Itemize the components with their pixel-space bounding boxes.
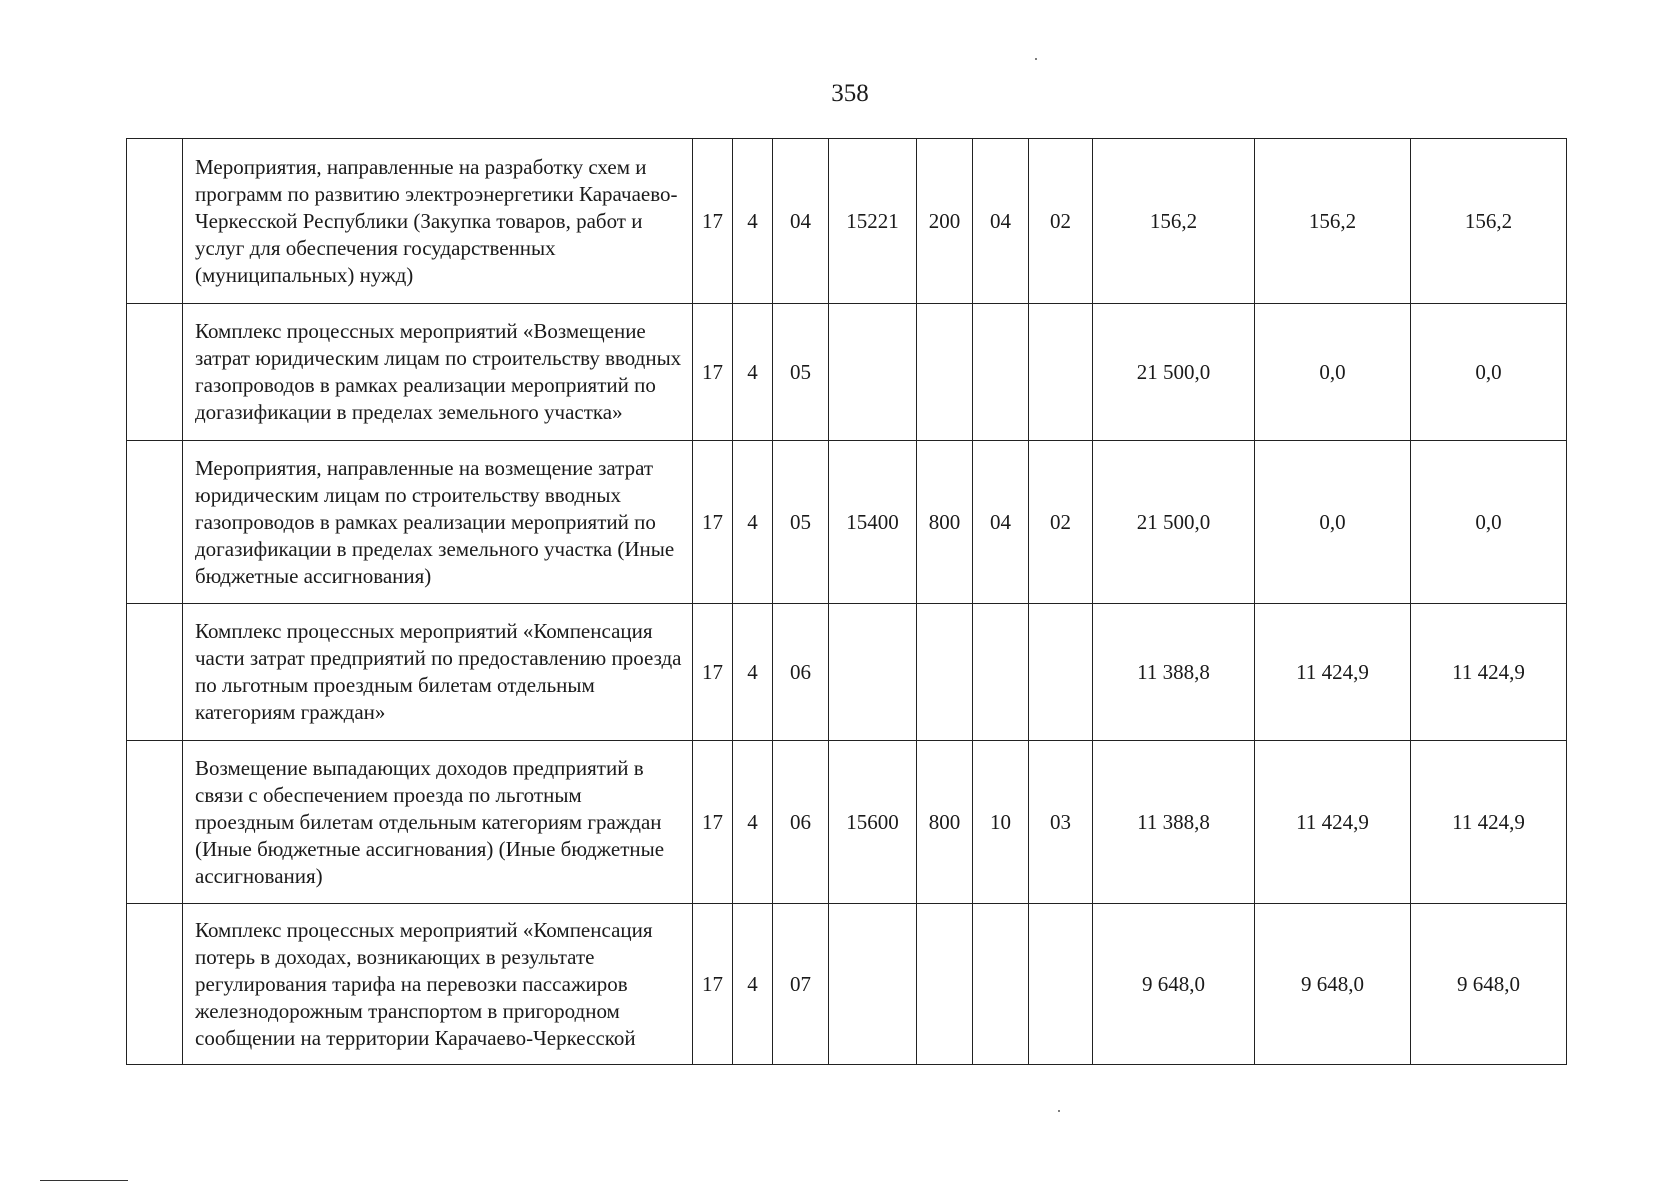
code-cell-c1: 17 [693,741,733,904]
amount-cell-v1: 21 500,0 [1093,304,1255,441]
code-cell-c6: 10 [973,741,1029,904]
code-cell-c7: 02 [1029,441,1093,604]
code-cell-c1: 17 [693,904,733,1065]
table-row [127,741,1567,904]
code-cell-c6 [973,304,1029,441]
code-cell-c7: 02 [1029,139,1093,304]
code-cell-c4: 15400 [829,441,917,604]
footer-line [40,1180,128,1181]
description-cell: Комплекс процессных мероприятий «Компенсация части затрат предприятий по предоставлению проезда по льготным проездным билетам отдельным категориям граждан» [183,604,693,741]
code-cell-c3: 04 [773,139,829,304]
code-cell-c6 [973,604,1029,741]
code-cell-c5: 800 [917,741,973,904]
code-cell-c1: 17 [693,604,733,741]
code-cell-c2: 4 [733,741,773,904]
code-cell-c4 [829,604,917,741]
code-cell-c5: 200 [917,139,973,304]
amount-cell-v3: 11 424,9 [1411,741,1567,904]
amount-cell-v2: 156,2 [1255,139,1411,304]
description-cell: Мероприятия, направленные на разработку схем и программ по развитию электроэнергетики Карачаево-Черкесской Республики (Закупка товаров, работ и услуг для обеспечения государственных (муниципальных) нужд) [183,139,693,304]
code-cell-c6 [973,904,1029,1065]
code-cell-c4 [829,904,917,1065]
code-cell-c7 [1029,604,1093,741]
amount-cell-v3: 0,0 [1411,441,1567,604]
budget-table [126,138,1567,1065]
code-cell-c1: 17 [693,139,733,304]
code-cell-c3: 06 [773,741,829,904]
index-cell [127,139,183,304]
code-cell-c5 [917,304,973,441]
description-cell: Комплекс процессных мероприятий «Возмещение затрат юридическим лицам по строительству вводных газопроводов в рамках реализации мероприятий по догазификации в пределах земельного участка» [183,304,693,441]
code-cell-c4: 15600 [829,741,917,904]
amount-cell-v2: 0,0 [1255,304,1411,441]
code-cell-c2: 4 [733,304,773,441]
table-row [127,441,1567,604]
code-cell-c5: 800 [917,441,973,604]
amount-cell-v1: 11 388,8 [1093,604,1255,741]
index-cell [127,904,183,1065]
amount-cell-v1: 9 648,0 [1093,904,1255,1065]
amount-cell-v2: 11 424,9 [1255,741,1411,904]
page-number: 358 [831,80,869,107]
code-cell-c2: 4 [733,904,773,1065]
code-cell-c4: 15221 [829,139,917,304]
table-row [127,604,1567,741]
code-cell-c2: 4 [733,139,773,304]
code-cell-c5 [917,604,973,741]
code-cell-c3: 05 [773,441,829,604]
amount-cell-v2: 0,0 [1255,441,1411,604]
index-cell [127,441,183,604]
code-cell-c4 [829,304,917,441]
code-cell-c3: 05 [773,304,829,441]
code-cell-c3: 07 [773,904,829,1065]
amount-cell-v3: 0,0 [1411,304,1567,441]
code-cell-c2: 4 [733,604,773,741]
amount-cell-v2: 9 648,0 [1255,904,1411,1065]
code-cell-c7 [1029,904,1093,1065]
scan-speck [1035,58,1037,60]
table-row [127,139,1567,304]
code-cell-c2: 4 [733,441,773,604]
index-cell [127,304,183,441]
amount-cell-v1: 21 500,0 [1093,441,1255,604]
amount-cell-v3: 9 648,0 [1411,904,1567,1065]
code-cell-c6: 04 [973,139,1029,304]
amount-cell-v1: 156,2 [1093,139,1255,304]
index-cell [127,604,183,741]
amount-cell-v3: 156,2 [1411,139,1567,304]
table-row [127,304,1567,441]
code-cell-c3: 06 [773,604,829,741]
amount-cell-v3: 11 424,9 [1411,604,1567,741]
description-cell: Мероприятия, направленные на возмещение затрат юридическим лицам по строительству вводных газопроводов в рамках реализации мероприятий по догазификации в пределах земельного участка (Иные бюджетные ассигнования) [183,441,693,604]
description-cell: Возмещение выпадающих доходов предприятий в связи с обеспечением проезда по льготным проездным билетам отдельным категориям граждан (Иные бюджетные ассигнования) (Иные бюджетные ассигнования) [183,741,693,904]
code-cell-c1: 17 [693,441,733,604]
table-row [127,904,1567,1065]
index-cell [127,741,183,904]
code-cell-c7: 03 [1029,741,1093,904]
code-cell-c6: 04 [973,441,1029,604]
description-cell: Комплекс процессных мероприятий «Компенсация потерь в доходах, возникающих в результате регулирования тарифа на перевозки пассажиров железнодорожным транспортом в пригородном сообщении на территории Карачаево-Черкесской [183,904,693,1065]
code-cell-c5 [917,904,973,1065]
amount-cell-v2: 11 424,9 [1255,604,1411,741]
code-cell-c7 [1029,304,1093,441]
amount-cell-v1: 11 388,8 [1093,741,1255,904]
code-cell-c1: 17 [693,304,733,441]
scan-speck [1058,1110,1060,1112]
